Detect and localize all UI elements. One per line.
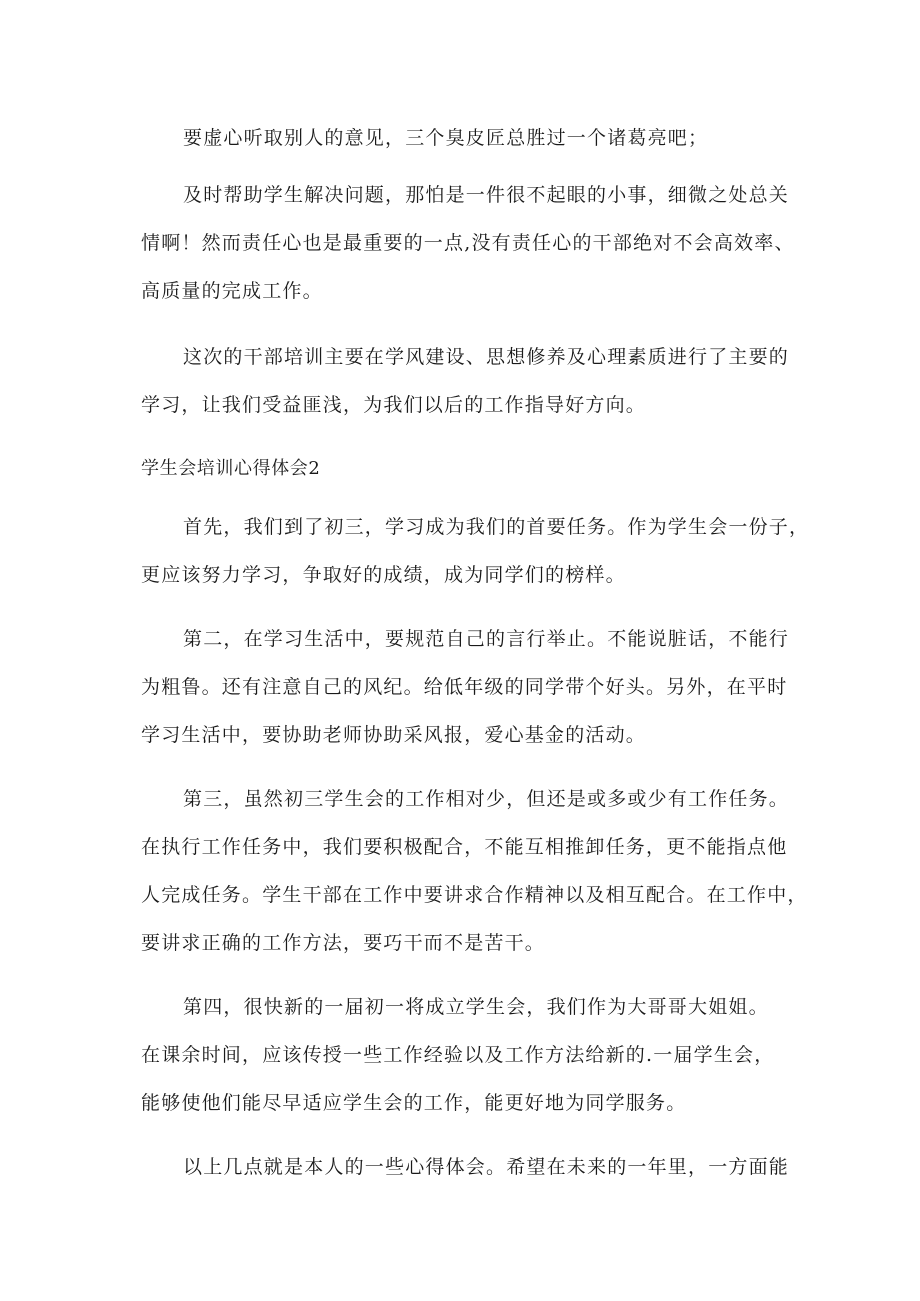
paragraph-line: 在课余时间，应该传授一些工作经验以及工作方法给新的.一届学生会，: [141, 1044, 775, 1066]
paragraph-line: 情啊！然而责任心也是最重要的一点,没有责任心的干部绝对不会高效率、: [141, 232, 795, 254]
paragraph-line: 第四，很快新的一届初一将成立学生会，我们作为大哥哥大姐姐。: [183, 996, 769, 1018]
section-title: 学生会培训心得体会2: [141, 458, 321, 479]
paragraph-line: 第二，在学习生活中，要规范自己的言行举止。不能说脏话，不能行: [183, 628, 790, 650]
paragraph-line: 以上几点就是本人的一些心得体会。希望在未来的一年里，一方面能: [183, 1156, 790, 1178]
paragraph-line: 第三，虽然初三学生会的工作相对少，但还是或多或少有工作任务。: [183, 788, 790, 810]
paragraph-line: 学习，让我们受益匪浅，为我们以后的工作指导好方向。: [141, 394, 647, 416]
paragraph-line: 能够使他们能尽早适应学生会的工作，能更好地为同学服务。: [141, 1092, 687, 1114]
paragraph-line: 及时帮助学生解决问题，那怕是一件很不起眼的小事，细微之处总关: [183, 184, 790, 206]
paragraph-line: 学习生活中，要协助老师协助采风报，爱心基金的活动。: [141, 724, 647, 746]
paragraph-line: 高质量的完成工作。: [141, 280, 323, 302]
paragraph-line: 首先，我们到了初三，学习成为我们的首要任务。作为学生会一份子，: [183, 516, 810, 538]
paragraph-line: 人完成任务。学生干部在工作中要讲求合作精神以及相互配合。在工作中，: [141, 884, 808, 906]
paragraph-line: 为粗鲁。还有注意自己的风纪。给低年级的同学带个好头。另外，在平时: [141, 676, 788, 698]
paragraph-line: 这次的干部培训主要在学风建设、思想修养及心理素质进行了主要的: [183, 346, 790, 368]
paragraph-line: 更应该努力学习，争取好的成绩，成为同学们的榜样。: [141, 564, 626, 586]
paragraph-line: 在执行工作任务中，我们要积极配合，不能互相推卸任务，更不能指点他: [141, 836, 788, 858]
paragraph-line: 要讲求正确的工作方法，要巧干而不是苦干。: [141, 932, 546, 954]
paragraph-line: 要虚心听取别人的意见，三个臭皮匠总胜过一个诸葛亮吧；: [183, 127, 709, 149]
